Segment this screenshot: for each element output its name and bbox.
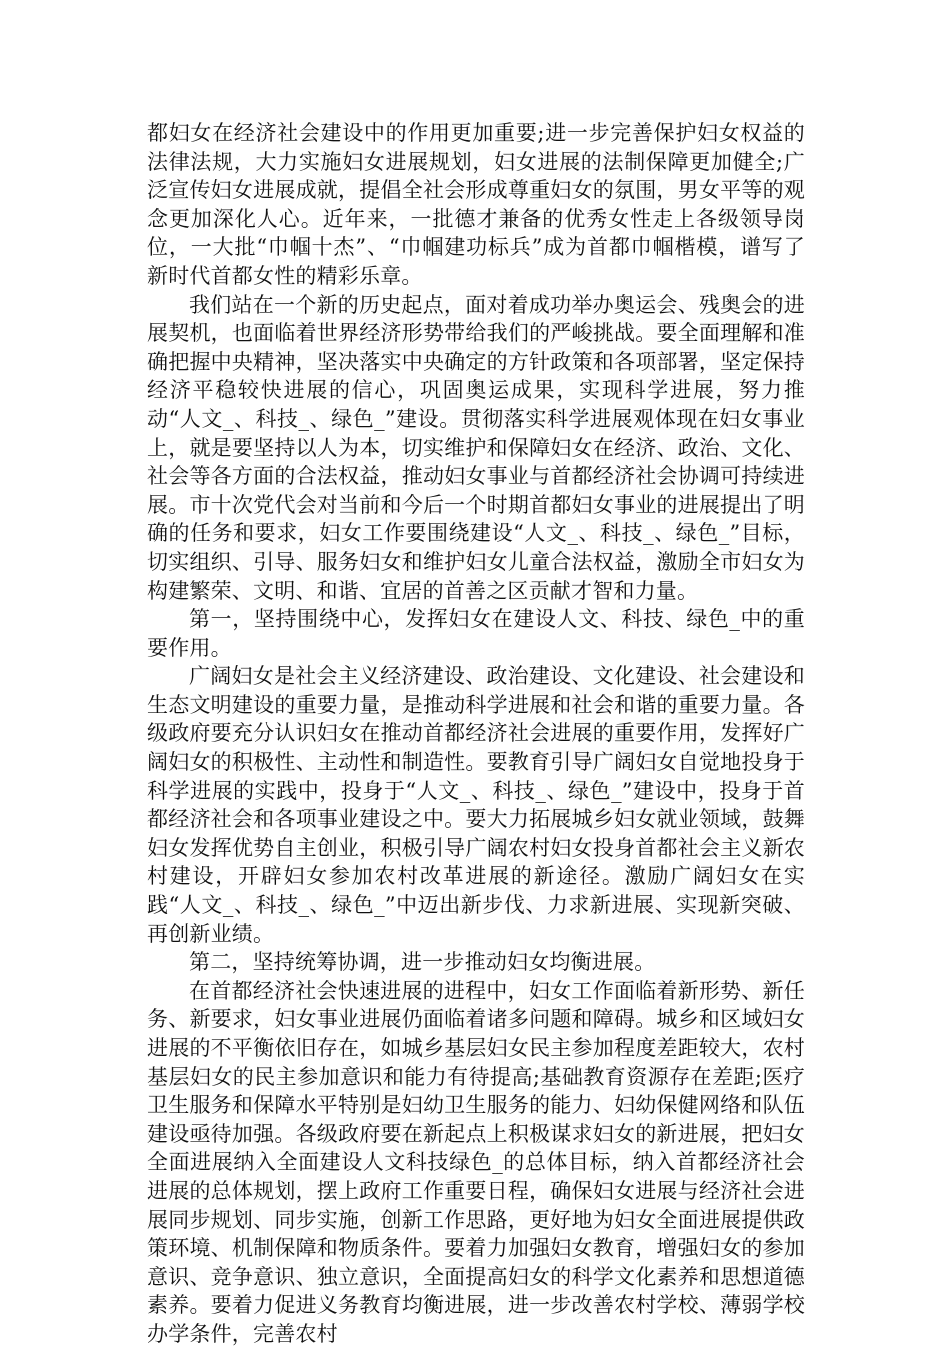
paragraph-4: 在首都经济社会快速进展的进程中，妇女工作面临着新形势、新任务、新要求，妇女事业进展仍面临着诸多问题和障碍。城乡和区域妇女进展的不平衡依旧存在，如城乡基层妇女民主参加程度差距较大，农村基层妇女的民主参加意识和能力有待提高;基础教育资源存在差距;医疗卫生服务和保障水平特别是妇幼卫生服务的能力、妇幼保健网络和队伍建设亟待加强。各级政府要在新起点上积极谋求妇女的新进展，把妇女全面进展纳入全面建设人文科技绿色_的总体目标，纳入首都经济社会进展的总体规划，摆上政府工作重要日程，确保妇女进展与经济社会进展同步规划、同步实施，创新工作思路，更好地为妇女全面进展提供政策环境、机制保障和物质条件。要着力加强妇女教育，增强妇女的参加意识、竞争意识、独立意识，全面提高妇女的科学文化素养和思想道德素养。要着力促进义务教育均衡进展，进一步改善农村学校、薄弱学校办学条件，完善农村	[147, 978, 805, 1346]
paragraph-1: 都妇女在经济社会建设中的作用更加重要;进一步完善保护妇女权益的法律法规，大力实施妇女进展规划，妇女进展的法制保障更加健全;广泛宣传妇女进展成就，提倡全社会形成尊重妇女的氛围，男女平等的观念更加深化人心。近年来，一批德才兼备的优秀女性走上各级领导岗位，一大批“巾帼十杰”、“巾帼建功标兵”成为首都巾帼楷模，谱写了新时代首都女性的精彩乐章。	[147, 121, 805, 288]
paragraph-2: 我们站在一个新的历史起点，面对着成功举办奥运会、残奥会的进展契机，也面临着世界经济形势带给我们的严峻挑战。要全面理解和准确把握中央精神，坚决落实中央确定的方针政策和各项部署，坚定保持经济平稳较快进展的信心，巩固奥运成果，实现科学进展，努力推动“人文_、科技_、绿色_”建设。贯彻落实科学进展观体现在妇女事业上，就是要坚持以人为本，切实维护和保障妇女在经济、政治、文化、社会等各方面的合法权益，推动妇女事业与首都经济社会协调可持续进展。市十次党代会对当前和今后一个时期首都妇女事业的进展提出了明确的任务和要求，妇女工作要围绕建设“人文_、科技_、绿色_”目标，切实组织、引导、服务妇女和维护妇女儿童合法权益，激励全市妇女为构建繁荣、文明、和谐、宜居的首善之区贡献才智和力量。	[147, 292, 805, 603]
section-heading-2: 第二，坚持统筹协调，进一步推动妇女均衡进展。	[189, 950, 656, 975]
section-heading-1: 第一，坚持围绕中心，发挥妇女在建设人文、科技、绿色_中的重要作用。	[147, 607, 805, 660]
paragraph-3: 广阔妇女是社会主义经济建设、政治建设、文化建设、社会建设和生态文明建设的重要力量，是推动科学进展和社会和谐的重要力量。各级政府要充分认识妇女在推动首都经济社会进展的重要作用，发挥好广阔妇女的积极性、主动性和制造性。要教育引导广阔妇女自觉地投身于科学进展的实践中，投身于“人文_、科技_、绿色_”建设中，投身于首都经济社会和各项事业建设之中。要大力拓展城乡妇女就业领域，鼓舞妇女发挥优势自主创业，积极引导广阔农村妇女投身首都社会主义新农村建设，开辟妇女参加农村改革进展的新途径。激励广阔妇女在实践“人文_、科技_、绿色_”中迈出新步伐、力求新进展、实现新突破、再创新业绩。	[147, 664, 805, 946]
document-body	[147, 119, 805, 1349]
